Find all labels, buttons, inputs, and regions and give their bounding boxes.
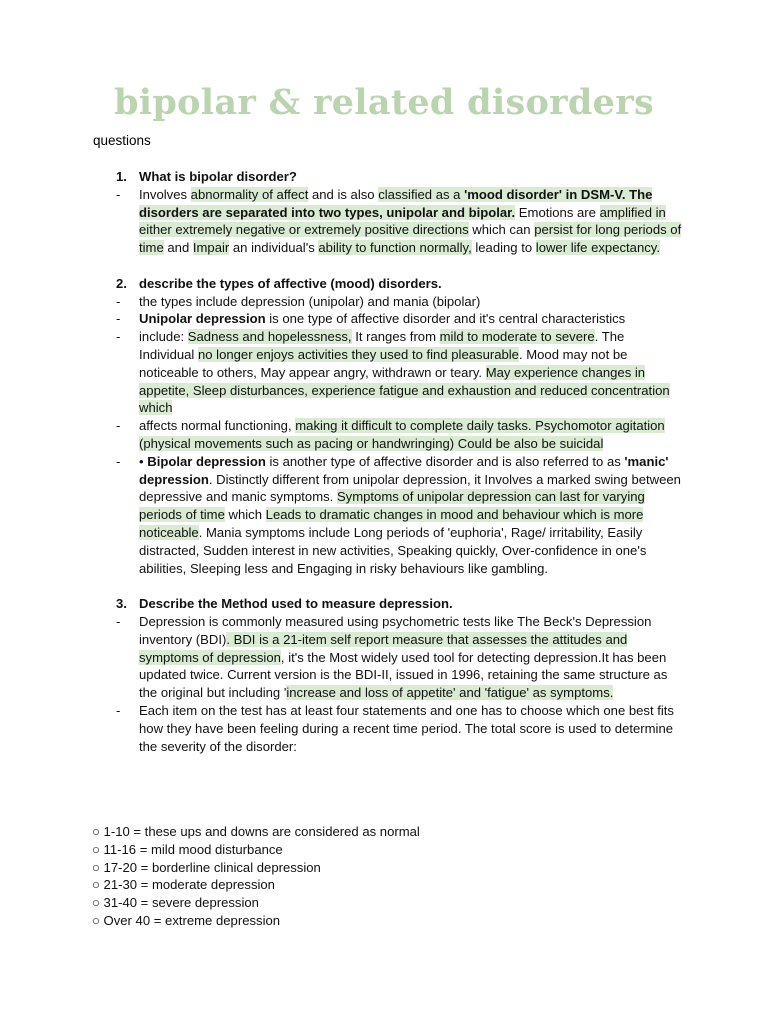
highlight: lower life expectancy. xyxy=(535,240,660,256)
dash-bullet: - xyxy=(116,702,121,718)
highlight: Impair xyxy=(192,240,230,256)
text-run: , it's the Most widely used tool for detecting depression.It has been updated twice. Current version is the BDI-II, issued in 1996, retaining the same structure as the original but including ' xyxy=(139,649,668,701)
scale-item: ○ 1-10 = these ups and downs are considered as normal xyxy=(92,824,420,839)
list-item xyxy=(93,453,683,578)
subheading: questions xyxy=(93,133,151,148)
list-item xyxy=(93,417,683,453)
highlight: amplified in either extremely negative or extremely positive directions xyxy=(139,204,666,238)
question-text: What is bipolar disorder? xyxy=(139,169,297,184)
question-text: describe the types of affective (mood) disorders. xyxy=(139,275,442,291)
highlight: Sadness and hopelessness, xyxy=(187,329,352,345)
dash-bullet: - xyxy=(116,613,121,629)
highlight-bold: 'mood disorder' in DSM-V. The disorders are separated into two types, unipolar and bipolar. xyxy=(139,186,653,220)
text-run: leading to xyxy=(471,240,536,256)
list-item xyxy=(93,328,683,417)
list-item xyxy=(93,310,683,328)
dash-bullet: - xyxy=(116,311,121,327)
text-run: which xyxy=(224,507,266,523)
list-item xyxy=(93,186,683,257)
document-body xyxy=(93,168,683,755)
highlight: abnormality of affect xyxy=(190,186,309,202)
highlight: . BDI is a 21-item self report measure that assesses the attitudes and symptoms of depression xyxy=(139,631,628,665)
dash-bullet: - xyxy=(116,293,121,309)
text-run: Depression is commonly measured using psychometric tests like The Beck's Depression inventory (BDI) xyxy=(139,613,652,647)
dash-bullet: - xyxy=(116,186,121,202)
list-item xyxy=(93,702,683,755)
text-run: and xyxy=(163,240,193,256)
text-run: . Mood may not be noticeable to others, May appear angry, withdrawn or teary. xyxy=(139,346,628,380)
dash-bullet: - xyxy=(116,453,121,469)
highlight: Leads to dramatic changes in mood and behaviour which is more noticeable xyxy=(139,507,644,540)
spacer xyxy=(93,257,683,275)
question-2 xyxy=(93,275,683,293)
text-run: It ranges from xyxy=(351,329,440,345)
scale-item: ○ 21-30 = moderate depression xyxy=(92,877,275,893)
highlight: Symptoms of unipolar depression can last for varying periods of time xyxy=(139,489,645,523)
text-run: Involves xyxy=(139,186,191,202)
highlight: classified as a xyxy=(378,186,465,202)
list-item xyxy=(93,293,683,311)
text-run: is one type of affective disorder and it's central characteristics xyxy=(265,311,626,327)
highlight: persist for long periods of time xyxy=(139,222,682,256)
bold-term: 'manic' depression xyxy=(139,453,669,487)
question-number: 1. xyxy=(116,169,127,184)
scale-item: ○ Over 40 = extreme depression xyxy=(92,912,281,928)
scale-item: ○ 31-40 = severe depression xyxy=(92,895,259,911)
question-number: 2. xyxy=(116,275,127,291)
highlight: mild to moderate to severe xyxy=(439,329,595,345)
highlight: no longer enjoys activities they used to find pleasurable xyxy=(197,346,519,362)
bullet-glyph: • xyxy=(139,453,148,469)
question-text: Describe the Method used to measure depression. xyxy=(139,596,453,612)
text-run: . The Individual xyxy=(139,329,625,362)
text-run: the types include depression (unipolar) and mania (bipolar) xyxy=(139,293,481,309)
dash-bullet: - xyxy=(116,329,121,345)
question-3 xyxy=(93,595,683,613)
text-run: Emotions are xyxy=(515,204,600,220)
bdi-score-scale xyxy=(92,823,420,930)
text-run: is another type of affective disorder and is also referred to as xyxy=(265,453,625,469)
bold-term: Bipolar depression xyxy=(147,453,266,469)
page-title: bipolar & related disorders xyxy=(114,82,654,123)
text-run: Each item on the test has at least four statements and one has to choose which one best fits how they have been feeling during a recent time period. The total score is used to determine the severity of the disorder: xyxy=(139,702,674,754)
text-run: . Distinctly different from unipolar depression, it Involves a marked swing between depressive and manic symptoms. xyxy=(139,471,681,505)
text-run: include: xyxy=(139,329,188,345)
text-run: . Mania symptoms include Long periods of 'euphoria', Rage/ irritability, Easily distracted, Sudden interest in new activities, Speaking quickly, Over-confidence in one's abilities, Sleeping less and Engaging in risky behaviours like gambling. xyxy=(139,524,647,576)
question-1 xyxy=(93,168,683,186)
highlight: increase and loss of appetite' and 'fatigue' as symptoms. xyxy=(286,685,614,701)
list-item xyxy=(93,613,683,702)
scale-item: ○ 11-16 = mild mood disturbance xyxy=(92,841,283,857)
dash-bullet: - xyxy=(116,418,121,434)
scale-item: ○ 17-20 = borderline clinical depression xyxy=(92,859,321,875)
spacer xyxy=(93,577,683,595)
bold-term: Unipolar depression xyxy=(139,311,266,327)
text-run: and is also xyxy=(308,186,379,202)
text-run: which can xyxy=(468,222,535,238)
highlight: making it difficult to complete daily tasks. Psychomotor agitation (physical movements such as pacing or handwringing) Could be also be suicidal xyxy=(139,418,665,451)
text-run: an individual's xyxy=(229,240,319,256)
question-number: 3. xyxy=(116,596,127,612)
highlight: ability to function normally, xyxy=(318,240,472,256)
highlight: May experience changes in appetite, Sleep disturbances, experience fatigue and exhaustion and reduced concentration which xyxy=(139,364,670,416)
text-run: affects normal functioning, xyxy=(139,418,296,434)
